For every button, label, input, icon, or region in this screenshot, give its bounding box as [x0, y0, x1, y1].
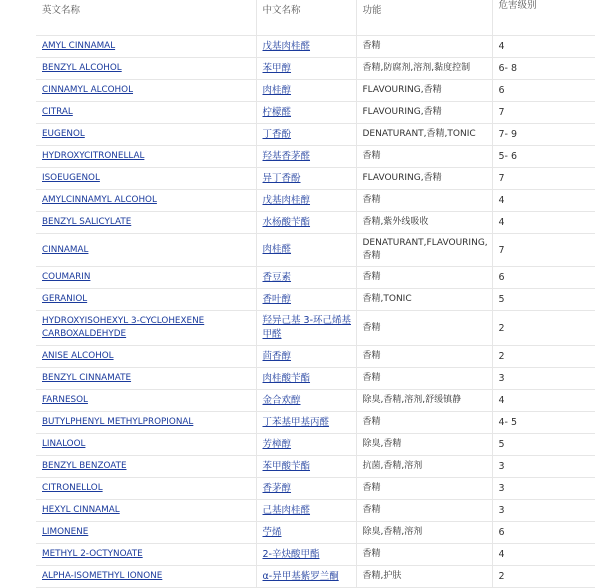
- table-row: [36, 80, 595, 102]
- function-cell: FLAVOURING,香精: [356, 80, 492, 102]
- chinese-name-cell: [256, 544, 356, 566]
- table-row: [36, 168, 595, 190]
- chinese-name-cell: [256, 234, 356, 267]
- table-row: [36, 500, 595, 522]
- function-cell: 香精: [356, 500, 492, 522]
- chinese-name-cell: [256, 500, 356, 522]
- english-name-cell: [36, 212, 256, 234]
- english-name-cell: [36, 102, 256, 124]
- chinese-name-cell: [256, 102, 356, 124]
- hazard-level-cell: 4: [492, 190, 595, 212]
- english-name-cell: [36, 146, 256, 168]
- english-name-cell: [36, 434, 256, 456]
- chinese-name-link[interactable]: 肉桂醛: [262, 244, 292, 255]
- function-cell: 香精: [356, 146, 492, 168]
- chinese-name-link[interactable]: 2-辛炔酸甲酯: [262, 548, 320, 560]
- table-row: [36, 522, 595, 544]
- english-name-cell: [36, 36, 256, 58]
- chinese-name-link[interactable]: 肉桂醇: [262, 84, 292, 96]
- function-cell: 香精,TONIC: [356, 289, 492, 311]
- chinese-name-link[interactable]: 苯甲醇: [262, 62, 292, 74]
- hazard-level-cell: 6: [492, 267, 595, 289]
- hazard-level-cell: 5: [492, 289, 595, 311]
- english-name-link[interactable]: ISOEUGENOL: [42, 173, 100, 183]
- hazard-level-cell: 6- 8: [492, 58, 595, 80]
- table-row: [36, 544, 595, 566]
- english-name-link[interactable]: CITRONELLOL: [42, 483, 103, 493]
- english-name-link[interactable]: BENZYL SALICYLATE: [42, 217, 132, 227]
- table-row: [36, 234, 595, 267]
- function-cell: 香精: [356, 368, 492, 390]
- english-name-cell: [36, 168, 256, 190]
- chinese-name-cell: [256, 168, 356, 190]
- english-name-cell: [36, 500, 256, 522]
- hazard-level-cell: 7: [492, 234, 595, 267]
- english-name-link[interactable]: CITRAL: [42, 107, 73, 117]
- function-cell: 除臭,香精,溶剂: [356, 522, 492, 544]
- chinese-name-cell: [256, 412, 356, 434]
- hazard-level-cell: 4: [492, 212, 595, 234]
- chinese-name-cell: [256, 80, 356, 102]
- hazard-level-cell: 7- 9: [492, 124, 595, 146]
- function-cell: 香精: [356, 190, 492, 212]
- english-name-link[interactable]: HEXYL CINNAMAL: [42, 505, 120, 515]
- english-name-cell: [36, 190, 256, 212]
- chinese-name-cell: [256, 212, 356, 234]
- function-cell: 香精: [356, 267, 492, 289]
- table-row: [36, 434, 595, 456]
- hazard-level-cell: 6: [492, 522, 595, 544]
- function-cell: 香精,护肤: [356, 566, 492, 588]
- table-row: [36, 102, 595, 124]
- chinese-name-link[interactable]: 羟异己基 3-环己烯基甲醛: [262, 315, 351, 340]
- chinese-name-cell: [256, 434, 356, 456]
- english-name-cell: [36, 58, 256, 80]
- table-row: [36, 36, 595, 58]
- chinese-name-link[interactable]: 己基肉桂醛: [262, 504, 311, 516]
- chinese-name-cell: [256, 456, 356, 478]
- function-cell: 香精: [356, 478, 492, 500]
- table-row: [36, 58, 595, 80]
- hazard-level-cell: 2: [492, 311, 595, 346]
- chinese-name-cell: [256, 311, 356, 346]
- table-row: [36, 456, 595, 478]
- english-name-link[interactable]: ANISE ALCOHOL: [42, 351, 114, 361]
- hazard-level-cell: 7: [492, 102, 595, 124]
- english-name-cell: [36, 522, 256, 544]
- chinese-name-link[interactable]: α-异甲基紫罗兰酮: [262, 570, 339, 582]
- english-name-cell: [36, 234, 256, 267]
- english-name-link[interactable]: HYDROXYCITRONELLAL: [42, 151, 145, 161]
- english-name-cell: [36, 267, 256, 289]
- chinese-name-cell: [256, 58, 356, 80]
- table-header-row: [36, 0, 595, 36]
- table-row: [36, 566, 595, 588]
- function-cell: 除臭,香精: [356, 434, 492, 456]
- english-name-link[interactable]: EUGENOL: [42, 129, 85, 139]
- english-name-link[interactable]: FARNESOL: [42, 395, 88, 405]
- function-cell: 香精: [356, 311, 492, 346]
- table-row: [36, 190, 595, 212]
- hazard-level-cell: 5: [492, 434, 595, 456]
- chinese-name-link[interactable]: 芳樟醇: [262, 438, 292, 450]
- chinese-name-cell: [256, 124, 356, 146]
- chinese-name-link[interactable]: 香茅醇: [262, 482, 292, 494]
- chinese-name-cell: [256, 390, 356, 412]
- english-name-cell: [36, 456, 256, 478]
- chinese-name-link[interactable]: 异丁香酚: [262, 172, 301, 184]
- hazard-level-cell: 5- 6: [492, 146, 595, 168]
- table-row: [36, 124, 595, 146]
- function-cell: DENATURANT,FLAVOURING,香精: [356, 234, 492, 267]
- header-chinese-name: 中文名称: [256, 0, 356, 36]
- header-function: 功能: [356, 0, 492, 36]
- chinese-name-cell: [256, 368, 356, 390]
- table-row: [36, 146, 595, 168]
- english-name-cell: [36, 80, 256, 102]
- english-name-cell: [36, 311, 256, 346]
- chinese-name-cell: [256, 36, 356, 58]
- english-name-link[interactable]: AMYLCINNAMYL ALCOHOL: [42, 195, 157, 205]
- table-row: [36, 478, 595, 500]
- english-name-link[interactable]: BUTYLPHENYL METHYLPROPIONAL: [42, 417, 194, 427]
- hazard-level-cell: 2: [492, 346, 595, 368]
- chinese-name-link[interactable]: 茴香醇: [262, 350, 292, 362]
- english-name-link[interactable]: HYDROXYISOHEXYL 3-CYCLOHEXENE CARBOXALDEHYDE: [42, 316, 205, 339]
- chinese-name-link[interactable]: 戊基肉桂醛: [262, 40, 311, 52]
- chinese-name-link[interactable]: 苯甲酸苄酯: [262, 460, 311, 472]
- chinese-name-cell: [256, 190, 356, 212]
- table-row: [36, 412, 595, 434]
- english-name-cell: [36, 124, 256, 146]
- chinese-name-link[interactable]: 柠檬醛: [262, 106, 292, 118]
- chinese-name-link[interactable]: 丁苯基甲基丙醛: [262, 416, 330, 428]
- english-name-link[interactable]: GERANIOL: [42, 294, 88, 304]
- chinese-name-cell: [256, 522, 356, 544]
- english-name-cell: [36, 346, 256, 368]
- function-cell: 香精: [356, 544, 492, 566]
- header-english-name: 英文名称: [36, 0, 256, 36]
- chinese-name-link[interactable]: 金合欢醇: [262, 394, 301, 406]
- chinese-name-link[interactable]: 丁香酚: [262, 128, 292, 140]
- function-cell: 抗菌,香精,溶剂: [356, 456, 492, 478]
- chinese-name-link[interactable]: 香豆素: [262, 271, 292, 283]
- english-name-cell: [36, 390, 256, 412]
- hazard-level-cell: 3: [492, 368, 595, 390]
- function-cell: 香精,防腐剂,溶剂,黏度控制: [356, 58, 492, 80]
- chinese-name-cell: [256, 346, 356, 368]
- table-row: [36, 346, 595, 368]
- fragrance-ingredients-table: [36, 0, 595, 588]
- english-name-link[interactable]: BENZYL BENZOATE: [42, 461, 127, 471]
- english-name-cell: [36, 478, 256, 500]
- table-row: [36, 267, 595, 289]
- hazard-level-cell: 7: [492, 168, 595, 190]
- header-hazard-level: 危害级别: [492, 0, 595, 36]
- english-name-link[interactable]: METHYL 2-OCTYNOATE: [42, 549, 143, 559]
- english-name-link[interactable]: LIMONENE: [42, 527, 89, 537]
- function-cell: 除臭,香精,溶剂,舒缓镇静: [356, 390, 492, 412]
- english-name-link[interactable]: BENZYL ALCOHOL: [42, 63, 122, 73]
- english-name-link[interactable]: CINNAMYL ALCOHOL: [42, 85, 134, 95]
- function-cell: 香精: [356, 346, 492, 368]
- function-cell: 香精: [356, 36, 492, 58]
- english-name-cell: [36, 412, 256, 434]
- english-name-link[interactable]: ALPHA-ISOMETHYL IONONE: [42, 571, 163, 581]
- english-name-link[interactable]: BENZYL CINNAMATE: [42, 373, 132, 383]
- english-name-cell: [36, 544, 256, 566]
- hazard-level-cell: 3: [492, 478, 595, 500]
- chinese-name-link[interactable]: 水杨酸苄酯: [262, 216, 311, 228]
- function-cell: DENATURANT,香精,TONIC: [356, 124, 492, 146]
- table-body: [36, 36, 595, 588]
- chinese-name-cell: [256, 267, 356, 289]
- function-cell: 香精,紫外线吸收: [356, 212, 492, 234]
- chinese-name-link[interactable]: 羟基香茅醛: [262, 150, 311, 162]
- hazard-level-cell: 4: [492, 544, 595, 566]
- chinese-name-link[interactable]: 苧烯: [262, 526, 282, 538]
- hazard-level-cell: 4: [492, 390, 595, 412]
- chinese-name-link[interactable]: 肉桂酸苄酯: [262, 372, 311, 384]
- function-cell: 香精: [356, 412, 492, 434]
- table-row: [36, 311, 595, 346]
- english-name-link[interactable]: CINNAMAL: [42, 244, 89, 255]
- english-name-link[interactable]: AMYL CINNAMAL: [42, 41, 116, 51]
- english-name-cell: [36, 289, 256, 311]
- english-name-link[interactable]: COUMARIN: [42, 272, 91, 282]
- hazard-level-cell: 3: [492, 500, 595, 522]
- chinese-name-cell: [256, 146, 356, 168]
- hazard-level-cell: 2: [492, 566, 595, 588]
- table-row: [36, 390, 595, 412]
- chinese-name-link[interactable]: 香叶醇: [262, 293, 292, 305]
- hazard-level-cell: 4: [492, 36, 595, 58]
- hazard-level-cell: 3: [492, 456, 595, 478]
- function-cell: FLAVOURING,香精: [356, 168, 492, 190]
- hazard-level-cell: 6: [492, 80, 595, 102]
- chinese-name-link[interactable]: 戊基肉桂醇: [262, 194, 311, 206]
- chinese-name-cell: [256, 478, 356, 500]
- chinese-name-cell: [256, 566, 356, 588]
- english-name-link[interactable]: LINALOOL: [42, 439, 86, 449]
- function-cell: FLAVOURING,香精: [356, 102, 492, 124]
- chinese-name-cell: [256, 289, 356, 311]
- table-row: [36, 289, 595, 311]
- hazard-level-cell: 4- 5: [492, 412, 595, 434]
- table-row: [36, 212, 595, 234]
- table-row: [36, 368, 595, 390]
- english-name-cell: [36, 368, 256, 390]
- english-name-cell: [36, 566, 256, 588]
